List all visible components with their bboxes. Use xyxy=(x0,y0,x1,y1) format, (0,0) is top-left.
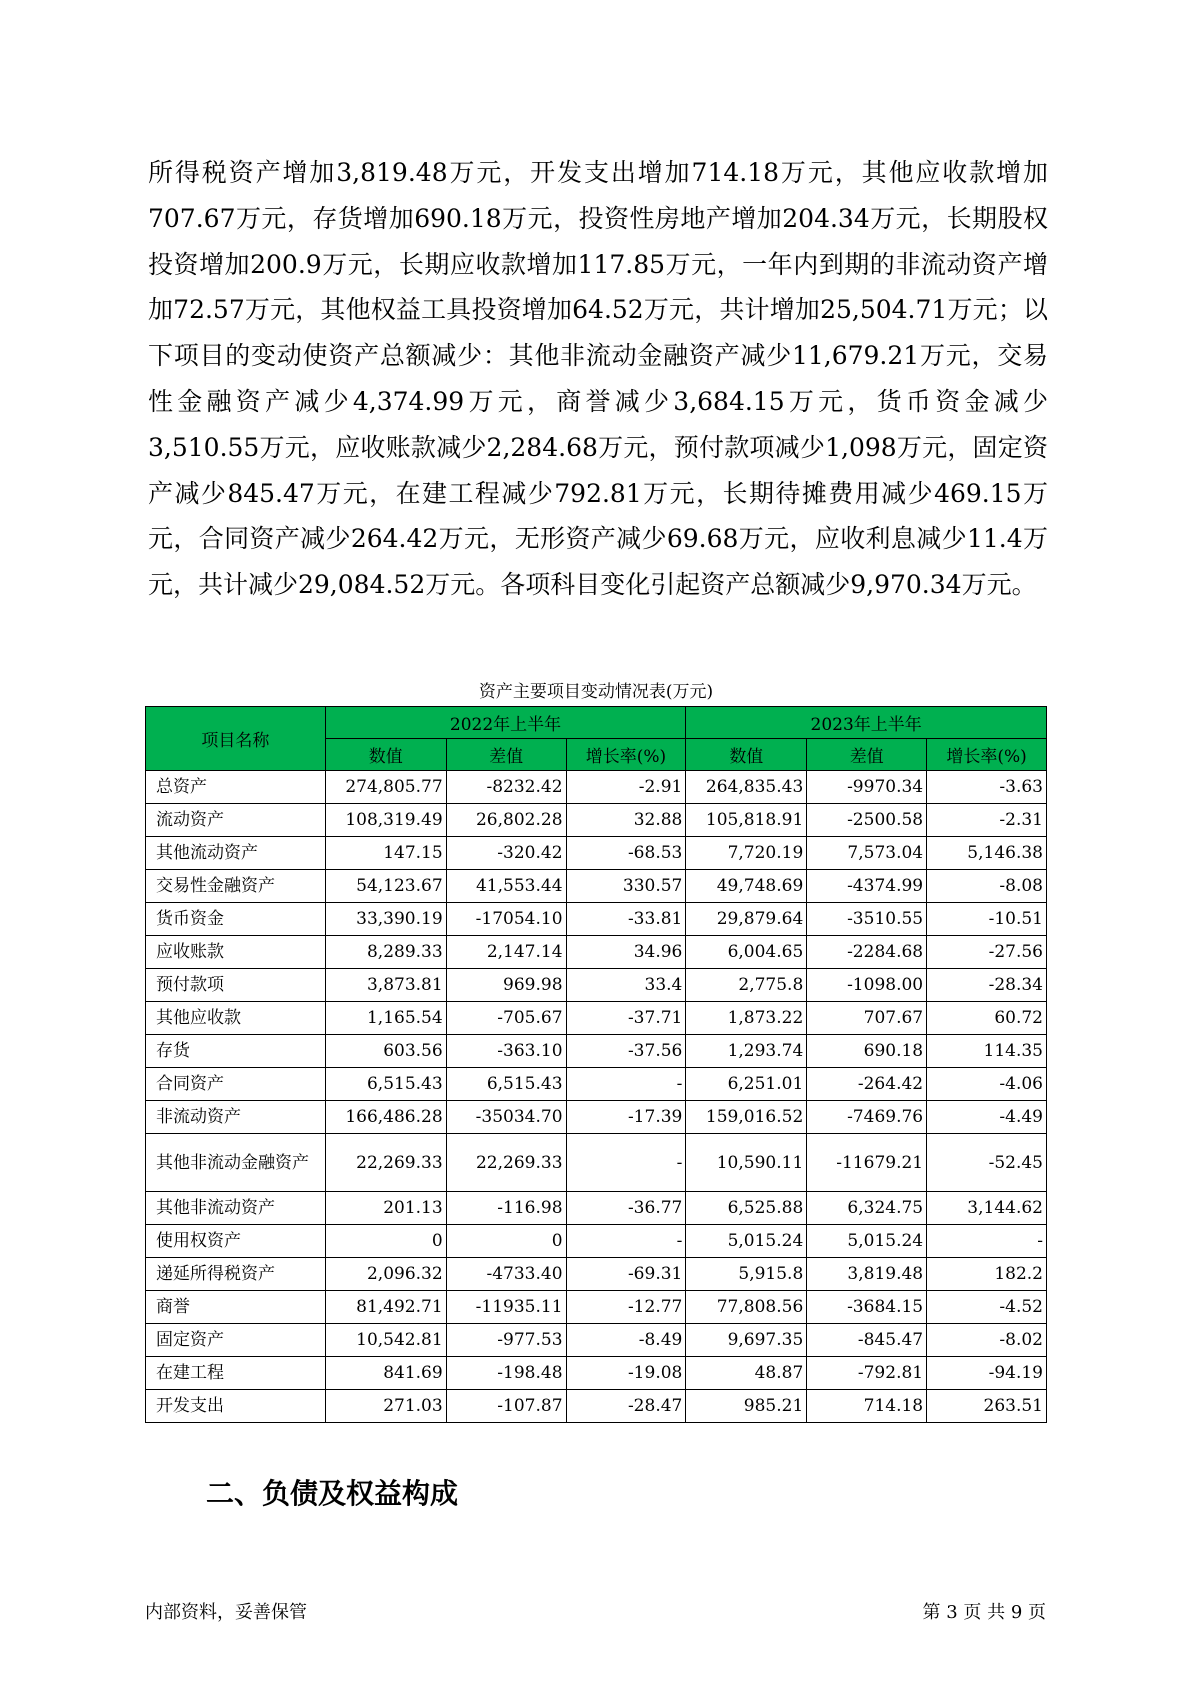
rate-2023-cell: -28.34 xyxy=(927,969,1047,1002)
diff-2022-cell: -8232.42 xyxy=(446,771,566,804)
diff-2023-cell: -7469.76 xyxy=(807,1101,927,1134)
diff-header-2023: 差值 xyxy=(807,739,927,771)
value-2023-cell: 77,808.56 xyxy=(686,1291,807,1324)
item-name-cell: 存货 xyxy=(146,1035,326,1068)
rate-2022-cell: 34.96 xyxy=(566,936,686,969)
item-name-cell: 商誉 xyxy=(146,1291,326,1324)
diff-2022-cell: -17054.10 xyxy=(446,903,566,936)
diff-2023-cell: 7,573.04 xyxy=(807,837,927,870)
rate-2023-cell: -4.06 xyxy=(927,1068,1047,1101)
rate-2023-cell: -10.51 xyxy=(927,903,1047,936)
item-name-cell: 预付款项 xyxy=(146,969,326,1002)
value-2023-cell: 9,697.35 xyxy=(686,1324,807,1357)
rate-2022-cell: -33.81 xyxy=(566,903,686,936)
period-2023-header: 2023年上半年 xyxy=(686,707,1047,739)
value-header-2022: 数值 xyxy=(325,739,446,771)
item-name-cell: 货币资金 xyxy=(146,903,326,936)
diff-2023-cell: -845.47 xyxy=(807,1324,927,1357)
value-2022-cell: 2,096.32 xyxy=(325,1258,446,1291)
value-2023-cell: 29,879.64 xyxy=(686,903,807,936)
table-row xyxy=(146,1324,1047,1357)
value-2023-cell: 985.21 xyxy=(686,1390,807,1423)
diff-2023-cell: 714.18 xyxy=(807,1390,927,1423)
rate-2022-cell: -12.77 xyxy=(566,1291,686,1324)
table-row xyxy=(146,936,1047,969)
value-2023-cell: 1,293.74 xyxy=(686,1035,807,1068)
item-name-cell: 合同资产 xyxy=(146,1068,326,1101)
value-2022-cell: 271.03 xyxy=(325,1390,446,1423)
value-2023-cell: 5,915.8 xyxy=(686,1258,807,1291)
diff-2022-cell: -705.67 xyxy=(446,1002,566,1035)
diff-2023-cell: -3684.15 xyxy=(807,1291,927,1324)
period-2022-header: 2022年上半年 xyxy=(325,707,686,739)
item-name-cell: 总资产 xyxy=(146,771,326,804)
table-row xyxy=(146,1192,1047,1225)
value-2023-cell: 105,818.91 xyxy=(686,804,807,837)
rate-2022-cell: - xyxy=(566,1225,686,1258)
diff-2023-cell: 3,819.48 xyxy=(807,1258,927,1291)
diff-2022-cell: -116.98 xyxy=(446,1192,566,1225)
value-2023-cell: 1,873.22 xyxy=(686,1002,807,1035)
value-2023-cell: 7,720.19 xyxy=(686,837,807,870)
value-2022-cell: 147.15 xyxy=(325,837,446,870)
value-2022-cell: 108,319.49 xyxy=(325,804,446,837)
rate-2023-cell: -27.56 xyxy=(927,936,1047,969)
diff-2022-cell: -11935.11 xyxy=(446,1291,566,1324)
item-name-cell: 固定资产 xyxy=(146,1324,326,1357)
diff-2023-cell: 707.67 xyxy=(807,1002,927,1035)
diff-2023-cell: 690.18 xyxy=(807,1035,927,1068)
diff-2023-cell: -11679.21 xyxy=(807,1134,927,1192)
item-name-cell: 开发支出 xyxy=(146,1390,326,1423)
value-2023-cell: 49,748.69 xyxy=(686,870,807,903)
diff-2022-cell: 26,802.28 xyxy=(446,804,566,837)
diff-2022-cell: -320.42 xyxy=(446,837,566,870)
rate-2023-cell: 5,146.38 xyxy=(927,837,1047,870)
rate-2023-cell: - xyxy=(927,1225,1047,1258)
diff-2022-cell: 22,269.33 xyxy=(446,1134,566,1192)
rate-2022-cell: -8.49 xyxy=(566,1324,686,1357)
diff-2023-cell: -9970.34 xyxy=(807,771,927,804)
rate-2023-cell: -3.63 xyxy=(927,771,1047,804)
rate-2022-cell: 33.4 xyxy=(566,969,686,1002)
item-name-cell: 其他流动资产 xyxy=(146,837,326,870)
body-paragraph: 所得税资产增加3,819.48万元，开发支出增加714.18万元，其他应收款增加707.67万元，存货增加690.18万元，投资性房地产增加204.34万元，长期股权投资增加200.9万元，长期应收款增加117.85万元，一年内到期的非流动资产增加72.57万元，其他权益工具投资增加64.52万元，共计增加25,504.71万元；以下项目的变动使资产总额减少：其他非流动金融资产减少11,679.21万元，交易性金融资产减少4,374.99万元，商誉减少3,684.15万元，货币资金减少3,510.55万元，应收账款减少2,284.68万元，预付款项减少1,098万元，固定资产减少845.47万元，在建工程减少792.81万元，长期待摊费用减少469.15万元，合同资产减少264.42万元，无形资产减少69.68万元，应收利息减少11.4万元，共计减少29,084.52万元。各项科目变化引起资产总额减少9,970.34万元。 xyxy=(148,158,1048,600)
table-row xyxy=(146,1134,1047,1192)
item-name-cell: 非流动资产 xyxy=(146,1101,326,1134)
value-2022-cell: 22,269.33 xyxy=(325,1134,446,1192)
rate-2023-cell: -2.31 xyxy=(927,804,1047,837)
value-2022-cell: 3,873.81 xyxy=(325,969,446,1002)
rate-2022-cell: - xyxy=(566,1134,686,1192)
value-2022-cell: 201.13 xyxy=(325,1192,446,1225)
rate-2022-cell: -69.31 xyxy=(566,1258,686,1291)
table-row xyxy=(146,1225,1047,1258)
value-2023-cell: 2,775.8 xyxy=(686,969,807,1002)
rate-2022-cell: -17.39 xyxy=(566,1101,686,1134)
rate-2022-cell: -19.08 xyxy=(566,1357,686,1390)
diff-2022-cell: -363.10 xyxy=(446,1035,566,1068)
rate-2022-cell: -68.53 xyxy=(566,837,686,870)
value-2022-cell: 10,542.81 xyxy=(325,1324,446,1357)
rate-2023-cell: -8.02 xyxy=(927,1324,1047,1357)
rate-2022-cell: -28.47 xyxy=(566,1390,686,1423)
value-2022-cell: 81,492.71 xyxy=(325,1291,446,1324)
diff-2023-cell: -1098.00 xyxy=(807,969,927,1002)
value-2023-cell: 5,015.24 xyxy=(686,1225,807,1258)
rate-2023-cell: -52.45 xyxy=(927,1134,1047,1192)
value-2022-cell: 0 xyxy=(325,1225,446,1258)
table-row xyxy=(146,1258,1047,1291)
section-heading: 二、负债及权益构成 xyxy=(206,1477,459,1510)
diff-2022-cell: -107.87 xyxy=(446,1390,566,1423)
diff-2022-cell: 969.98 xyxy=(446,969,566,1002)
table-row xyxy=(146,771,1047,804)
value-2022-cell: 841.69 xyxy=(325,1357,446,1390)
diff-2023-cell: -4374.99 xyxy=(807,870,927,903)
rate-2023-cell: -4.52 xyxy=(927,1291,1047,1324)
diff-2023-cell: -2500.58 xyxy=(807,804,927,837)
value-2022-cell: 33,390.19 xyxy=(325,903,446,936)
diff-2023-cell: 6,324.75 xyxy=(807,1192,927,1225)
diff-2023-cell: -2284.68 xyxy=(807,936,927,969)
value-2023-cell: 6,251.01 xyxy=(686,1068,807,1101)
table-row xyxy=(146,903,1047,936)
diff-2023-cell: -3510.55 xyxy=(807,903,927,936)
rate-2022-cell: 32.88 xyxy=(566,804,686,837)
rate-header-2023: 增长率(%) xyxy=(927,739,1047,771)
diff-2022-cell: -198.48 xyxy=(446,1357,566,1390)
table-row xyxy=(146,837,1047,870)
value-2022-cell: 1,165.54 xyxy=(325,1002,446,1035)
rate-header-2022: 增长率(%) xyxy=(566,739,686,771)
value-2022-cell: 6,515.43 xyxy=(325,1068,446,1101)
diff-2022-cell: 0 xyxy=(446,1225,566,1258)
rate-2023-cell: 3,144.62 xyxy=(927,1192,1047,1225)
value-2022-cell: 274,805.77 xyxy=(325,771,446,804)
value-2023-cell: 10,590.11 xyxy=(686,1134,807,1192)
rate-2022-cell: -37.56 xyxy=(566,1035,686,1068)
item-name-cell: 其他非流动金融资产 xyxy=(146,1134,326,1192)
item-name-cell: 在建工程 xyxy=(146,1357,326,1390)
value-2022-cell: 603.56 xyxy=(325,1035,446,1068)
rate-2022-cell: -36.77 xyxy=(566,1192,686,1225)
table-row xyxy=(146,1068,1047,1101)
value-header-2023: 数值 xyxy=(686,739,807,771)
rate-2023-cell: 182.2 xyxy=(927,1258,1047,1291)
diff-2022-cell: -4733.40 xyxy=(446,1258,566,1291)
diff-header-2022: 差值 xyxy=(446,739,566,771)
diff-2022-cell: 2,147.14 xyxy=(446,936,566,969)
diff-2023-cell: -792.81 xyxy=(807,1357,927,1390)
value-2022-cell: 54,123.67 xyxy=(325,870,446,903)
item-name-header: 项目名称 xyxy=(146,707,326,771)
table-row xyxy=(146,870,1047,903)
diff-2023-cell: -264.42 xyxy=(807,1068,927,1101)
table-row xyxy=(146,1390,1047,1423)
rate-2023-cell: -4.49 xyxy=(927,1101,1047,1134)
table-row xyxy=(146,1035,1047,1068)
diff-2023-cell: 5,015.24 xyxy=(807,1225,927,1258)
item-name-cell: 交易性金融资产 xyxy=(146,870,326,903)
value-2023-cell: 6,004.65 xyxy=(686,936,807,969)
item-name-cell: 流动资产 xyxy=(146,804,326,837)
item-name-cell: 使用权资产 xyxy=(146,1225,326,1258)
table-row xyxy=(146,1357,1047,1390)
table-row xyxy=(146,1101,1047,1134)
table-row xyxy=(146,1291,1047,1324)
diff-2022-cell: 41,553.44 xyxy=(446,870,566,903)
item-name-cell: 递延所得税资产 xyxy=(146,1258,326,1291)
rate-2022-cell: - xyxy=(566,1068,686,1101)
footer-page-number: 第 3 页 共 9 页 xyxy=(922,1602,1046,1623)
rate-2022-cell: 330.57 xyxy=(566,870,686,903)
value-2023-cell: 48.87 xyxy=(686,1357,807,1390)
table-body xyxy=(146,771,1047,1423)
value-2023-cell: 264,835.43 xyxy=(686,771,807,804)
footer-confidential-note: 内部资料，妥善保管 xyxy=(145,1602,307,1623)
rate-2023-cell: -94.19 xyxy=(927,1357,1047,1390)
rate-2022-cell: -2.91 xyxy=(566,771,686,804)
value-2022-cell: 8,289.33 xyxy=(325,936,446,969)
value-2022-cell: 166,486.28 xyxy=(325,1101,446,1134)
diff-2022-cell: -977.53 xyxy=(446,1324,566,1357)
rate-2023-cell: -8.08 xyxy=(927,870,1047,903)
table-row xyxy=(146,804,1047,837)
item-name-cell: 其他应收款 xyxy=(146,1002,326,1035)
rate-2023-cell: 60.72 xyxy=(927,1002,1047,1035)
table-row xyxy=(146,969,1047,1002)
table-row xyxy=(146,1002,1047,1035)
table-caption: 资产主要项目变动情况表(万元) xyxy=(478,682,714,702)
diff-2022-cell: 6,515.43 xyxy=(446,1068,566,1101)
diff-2022-cell: -35034.70 xyxy=(446,1101,566,1134)
value-2023-cell: 159,016.52 xyxy=(686,1101,807,1134)
value-2023-cell: 6,525.88 xyxy=(686,1192,807,1225)
item-name-cell: 其他非流动资产 xyxy=(146,1192,326,1225)
rate-2022-cell: -37.71 xyxy=(566,1002,686,1035)
rate-2023-cell: 263.51 xyxy=(927,1390,1047,1423)
asset-change-table xyxy=(145,706,1047,1423)
item-name-cell: 应收账款 xyxy=(146,936,326,969)
rate-2023-cell: 114.35 xyxy=(927,1035,1047,1068)
